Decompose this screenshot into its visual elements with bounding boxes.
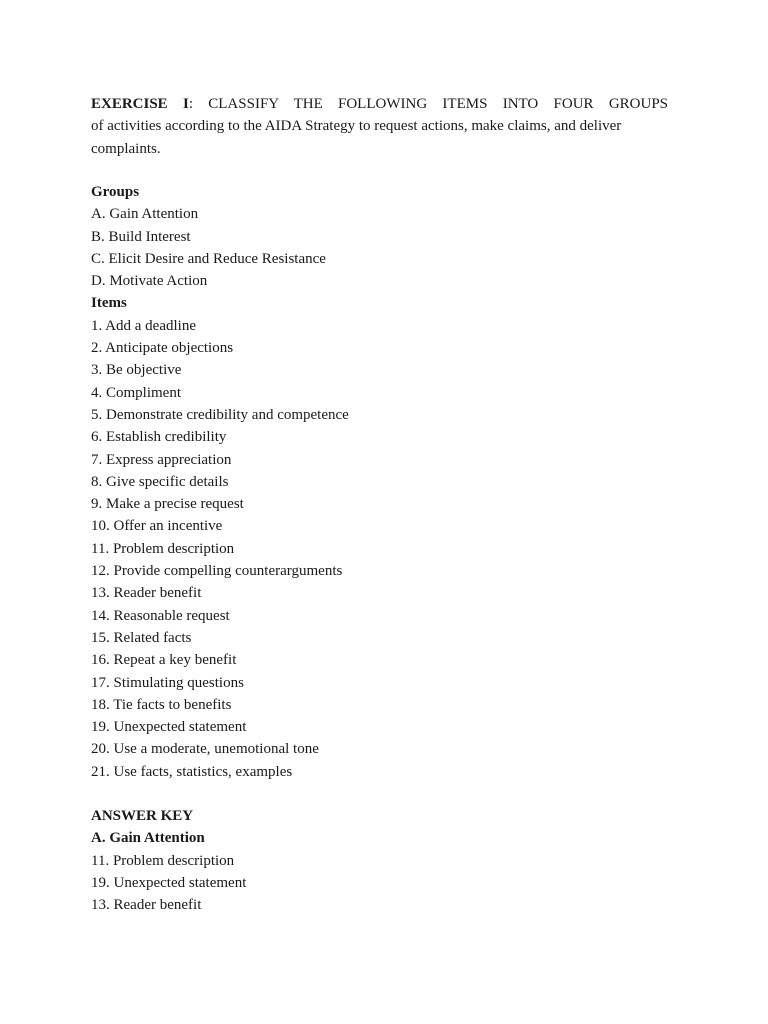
list-item: 3. Be objective — [91, 362, 182, 379]
list-item: 11. Problem description — [91, 540, 235, 557]
list-item: 7. Express appreciation — [91, 451, 232, 468]
list-item: 21. Use facts, statistics, examples — [91, 763, 293, 780]
list-item: 15. Related facts — [91, 629, 192, 646]
list-item: 12. Provide compelling counterarguments — [91, 563, 343, 580]
spacer — [91, 160, 668, 181]
list-item: 9. Make a precise request — [91, 496, 244, 513]
exercise-instruction-first-line: CLASSIFY THE FOLLOWING ITEMS INTO FOUR GROUPS — [208, 96, 668, 112]
list-item: 10. Offer an incentive — [91, 518, 223, 535]
list-item: 5. Demonstrate credibility and competence — [91, 406, 349, 423]
list-item: 8. Give specific details — [91, 473, 229, 490]
spacer — [91, 783, 668, 805]
list-item: 16. Repeat a key benefit — [91, 652, 237, 669]
answer-item: 19. Unexpected statement — [91, 874, 247, 891]
answer-item: 11. Problem description — [91, 852, 235, 869]
exercise-heading-line — [91, 93, 668, 115]
exercise-instruction-continued: of activities according to the AIDA Strategy to request actions, make claims, and deliver complaints. — [91, 118, 622, 157]
groups-heading: Groups — [91, 184, 140, 200]
exercise-label: EXERCISE I — [91, 96, 189, 112]
answer-key-heading: ANSWER KEY — [91, 808, 194, 825]
list-item: 18. Tie facts to benefits — [91, 696, 232, 713]
group-item: D. Motivate Action — [91, 273, 208, 290]
list-item: 13. Reader benefit — [91, 585, 202, 602]
answer-key-section-a-heading: A. Gain Attention — [91, 830, 205, 847]
list-item: 4. Compliment — [91, 384, 181, 401]
list-item: 19. Unexpected statement — [91, 719, 247, 736]
group-item: C. Elicit Desire and Reduce Resistance — [91, 250, 326, 267]
list-item: 2. Anticipate objections — [91, 340, 234, 357]
list-item: 20. Use a moderate, unemotional tone — [91, 741, 319, 758]
answer-item: 13. Reader benefit — [91, 897, 202, 914]
list-item: 6. Establish credibility — [91, 429, 227, 446]
list-item: 14. Reasonable request — [91, 607, 230, 624]
group-item: B. Build Interest — [91, 228, 191, 245]
group-item: A. Gain Attention — [91, 206, 199, 223]
list-item: 17. Stimulating questions — [91, 674, 244, 691]
document-page — [91, 93, 668, 917]
exercise-colon: : — [188, 96, 193, 112]
items-heading: Items — [91, 295, 127, 312]
list-item: 1. Add a deadline — [91, 317, 196, 334]
